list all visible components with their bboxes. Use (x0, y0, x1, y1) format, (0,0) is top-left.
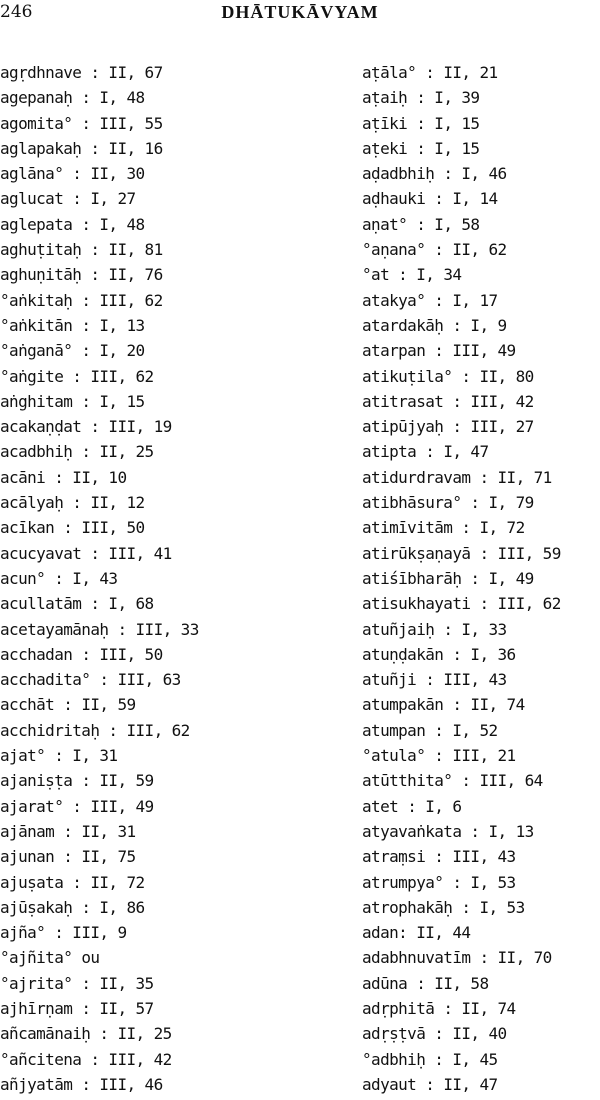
headword: adabhnuvatīm (362, 948, 471, 968)
headword: agepanaḥ (0, 88, 73, 108)
headword: adṛṣṭvā (362, 1024, 426, 1044)
headword: ajuṣata (0, 872, 64, 892)
index-entry (0, 541, 300, 566)
verse-reference: : III, 21 (434, 746, 516, 766)
headword: aṭaiḥ (362, 88, 408, 108)
verse-reference: : II, 40 (434, 1024, 507, 1044)
index-entry (0, 136, 300, 161)
headword: °aṅkitaḥ (0, 290, 73, 310)
headword: atitrasat (362, 391, 444, 411)
right-column (362, 60, 600, 1097)
page-header (0, 2, 600, 28)
headword: agomita° (0, 113, 73, 133)
headword: añcamānaiḥ (0, 1024, 91, 1044)
verse-reference: : III, 50 (63, 518, 145, 538)
headword: atimīvitām (362, 518, 453, 538)
index-entry (0, 237, 300, 262)
index-entry (0, 465, 300, 490)
index-entry (0, 996, 300, 1021)
index-entry (0, 1072, 300, 1097)
headword: acālyaḥ (0, 493, 64, 513)
verse-reference: : I, 43 (54, 568, 118, 588)
verse-reference: : I, 39 (416, 88, 480, 108)
index-entry (0, 718, 300, 743)
headword: ajña° (0, 923, 46, 943)
verse-reference: : III, 62 (81, 290, 163, 310)
index-entry (0, 490, 300, 515)
index-entry (362, 439, 600, 464)
index-entry (0, 212, 300, 237)
index-entry (0, 642, 300, 667)
index-entry (362, 870, 600, 895)
verse-reference: : III, 59 (479, 543, 561, 563)
headword: atumpakān (362, 695, 444, 715)
headword: acchadan (0, 644, 73, 664)
verse-reference: : III, 62 (108, 720, 190, 740)
verse-reference: : I, 15 (81, 391, 145, 411)
headword: acchidritaḥ (0, 720, 100, 740)
index-entry (362, 212, 600, 237)
index-entry (362, 338, 600, 363)
verse-reference: : II, 71 (479, 467, 552, 487)
verse-reference: : II, 59 (81, 771, 154, 791)
headword: atuṇḍakān (362, 644, 444, 664)
verse-reference: : II, 72 (72, 872, 145, 892)
verse-reference: : II, 12 (72, 493, 145, 513)
headword: acucyavat (0, 543, 82, 563)
verse-reference: : II, 57 (81, 998, 154, 1018)
headword: °ajñita° (0, 948, 73, 968)
index-entry (0, 819, 300, 844)
index-entry (362, 743, 600, 768)
index-entry (0, 743, 300, 768)
headword: atisukhayati (362, 594, 471, 614)
index-entry (362, 288, 600, 313)
index-entry (0, 617, 300, 642)
headword: acetayamānaḥ (0, 619, 109, 639)
headword: ajānam (0, 821, 55, 841)
headword: atirūkṣaṇayā (362, 543, 471, 563)
headword: aṭāla° (362, 63, 417, 82)
headword: °aṅkitān (0, 315, 73, 335)
verse-reference: : II, 67 (90, 63, 163, 82)
headword: aghuṇitāḥ (0, 265, 82, 285)
verse-reference: : II, 31 (63, 821, 136, 841)
headword: aṭīki (362, 113, 408, 133)
headword: aṇat° (362, 214, 408, 234)
index-entry (362, 186, 600, 211)
index-entry (0, 1021, 300, 1046)
page-number: 246 (0, 2, 33, 22)
verse-reference: : III, 43 (425, 670, 507, 690)
verse-reference: : II, 21 (425, 63, 498, 82)
index-entry (362, 262, 600, 287)
verse-reference: : I, 36 (452, 644, 516, 664)
verse-reference: : III, 64 (461, 771, 543, 791)
index-entry (0, 288, 300, 313)
index-entry (362, 364, 600, 389)
index-entry (362, 819, 600, 844)
verse-reference: : I, 15 (416, 138, 480, 158)
index-entry (362, 515, 600, 540)
verse-reference: : I, 47 (425, 442, 489, 462)
index-entry (362, 895, 600, 920)
index-entry (362, 1021, 600, 1046)
index-entry (362, 768, 600, 793)
verse-reference: : III, 62 (72, 366, 154, 386)
verse-reference: : I, 79 (470, 493, 534, 513)
index-entry (362, 60, 600, 85)
running-title: DHĀTUKĀVYAM (221, 2, 379, 22)
headword: atuñji (362, 670, 417, 690)
verse-reference: : I, 48 (81, 214, 145, 234)
verse-reference: : I, 72 (461, 518, 525, 538)
verse-reference: : I, 31 (54, 746, 118, 766)
headword: acakaṇḍat (0, 417, 82, 437)
headword: atuñjaiḥ (362, 619, 435, 639)
verse-reference: : II, 76 (90, 265, 163, 285)
verse-reference: : III, 46 (81, 1074, 163, 1094)
headword: aḍhauki (362, 189, 426, 209)
verse-reference: : I, 13 (470, 821, 534, 841)
headword: °at (362, 265, 390, 285)
verse-reference: : II, 25 (99, 1024, 172, 1044)
headword: °añcitena (0, 1049, 82, 1069)
verse-reference: : I, 14 (434, 189, 498, 209)
headword: atidurdravam (362, 467, 471, 487)
index-entry (0, 895, 300, 920)
verse-reference: : II, 70 (479, 948, 552, 968)
headword: atyavaṅkata (362, 821, 462, 841)
verse-reference: : II, 16 (90, 138, 163, 158)
index-entry (0, 844, 300, 869)
headword: ajarat° (0, 796, 64, 816)
index-entry (0, 389, 300, 414)
headword: atet (362, 796, 399, 816)
verse-reference: : I, 27 (72, 189, 136, 209)
index-entry (362, 844, 600, 869)
headword: atipta (362, 442, 417, 462)
headword: ajhīrṇam (0, 998, 73, 1018)
verse-reference: : I, 6 (407, 796, 462, 816)
headword: aṅghitam (0, 391, 73, 411)
verse-reference: : II, 47 (425, 1074, 498, 1094)
verse-reference: : I, 58 (416, 214, 480, 234)
index-entry (362, 111, 600, 136)
verse-reference: : III, 63 (99, 670, 181, 690)
index-entry (362, 1072, 600, 1097)
index-entry (362, 617, 600, 642)
index-entry (0, 111, 300, 136)
index-entry (0, 85, 300, 110)
verse-reference: : I, 48 (81, 88, 145, 108)
index-entry (0, 920, 300, 945)
index-entry (362, 465, 600, 490)
verse-reference: : II, 58 (416, 973, 489, 993)
index-entry (362, 667, 600, 692)
headword: aglāna° (0, 164, 64, 184)
verse-reference: : I, 49 (470, 568, 534, 588)
headword: atakya° (362, 290, 426, 310)
headword: atūtthita° (362, 771, 453, 791)
headword: añjyatām (0, 1074, 73, 1094)
verse-reference: : I, 15 (416, 113, 480, 133)
headword: atrophakāḥ (362, 897, 453, 917)
headword: atrumpya° (362, 872, 444, 892)
headword: ajaniṣṭa (0, 771, 73, 791)
left-column (0, 60, 300, 1097)
headword: adṛphitā (362, 998, 435, 1018)
headword: °aṅganā° (0, 341, 73, 361)
headword: aglepata (0, 214, 73, 234)
index-entry (0, 161, 300, 186)
verse-reference: : II, 35 (81, 973, 154, 993)
verse-reference: : I, 53 (452, 872, 516, 892)
index-entry (0, 60, 300, 85)
index-entry (362, 591, 600, 616)
index-entry (0, 566, 300, 591)
verse-reference: : II, 74 (452, 695, 525, 715)
verse-reference: : II, 10 (54, 467, 127, 487)
verse-reference: ou (81, 948, 100, 968)
index-entry (0, 313, 300, 338)
verse-reference: : III, 27 (452, 417, 534, 437)
verse-reference: : III, 42 (452, 391, 534, 411)
verse-reference: : II, 62 (434, 240, 507, 260)
index-entry (362, 414, 600, 439)
verse-reference: : I, 20 (81, 341, 145, 361)
index-entry (0, 414, 300, 439)
index-entry (362, 794, 600, 819)
headword: aglucat (0, 189, 64, 209)
headword: atipūjyaḥ (362, 417, 444, 437)
index-entry (362, 490, 600, 515)
headword: aglapakaḥ (0, 138, 82, 158)
index-entry (0, 515, 300, 540)
verse-reference: II, 44 (416, 923, 471, 943)
verse-reference: : I, 68 (90, 594, 154, 614)
verse-reference: : III, 41 (90, 543, 172, 563)
index-entry (0, 768, 300, 793)
verse-reference: : III, 9 (54, 923, 127, 943)
headword: °adbhiḥ (362, 1049, 426, 1069)
verse-reference: : I, 33 (443, 619, 507, 639)
headword: aghuṭitaḥ (0, 240, 82, 260)
verse-reference: : III, 62 (479, 594, 561, 614)
headword: acchāt (0, 695, 55, 715)
headword: acchadita° (0, 670, 91, 690)
verse-reference: : II, 25 (81, 442, 154, 462)
index-entry (362, 85, 600, 110)
index-entry (362, 692, 600, 717)
verse-reference: : II, 80 (461, 366, 534, 386)
headword: °aṇana° (362, 240, 426, 260)
headword: °aṅgite (0, 366, 64, 386)
verse-reference: : I, 45 (434, 1049, 498, 1069)
index-entry (362, 920, 600, 945)
index-entry (362, 136, 600, 161)
index-entry (362, 996, 600, 1021)
index-entry (0, 794, 300, 819)
index-entry (0, 439, 300, 464)
headword: atraṃsi (362, 847, 426, 867)
headword: °ajrita° (0, 973, 73, 993)
verse-reference: : I, 34 (398, 265, 462, 285)
index-entry (0, 971, 300, 996)
verse-reference: : I, 9 (452, 315, 507, 335)
headword: atibhāsura° (362, 493, 462, 513)
verse-reference: : II, 30 (72, 164, 145, 184)
headword: aḍadbhiḥ (362, 164, 435, 184)
index-entry (0, 364, 300, 389)
verse-reference: : III, 49 (434, 341, 516, 361)
verse-reference: : I, 46 (443, 164, 507, 184)
index-entry (362, 389, 600, 414)
verse-reference: : III, 43 (434, 847, 516, 867)
headword: aṭeki (362, 138, 408, 158)
verse-reference: : II, 74 (443, 998, 516, 1018)
headword: atumpan (362, 720, 426, 740)
headword: atiśībharāḥ (362, 568, 462, 588)
index-entry (0, 870, 300, 895)
index-entry (0, 945, 300, 970)
index-entry (362, 237, 600, 262)
headword: acadbhiḥ (0, 442, 73, 462)
headword: acīkan (0, 518, 55, 538)
verse-reference: : I, 53 (461, 897, 525, 917)
headword: adan: (362, 923, 408, 943)
verse-reference: : I, 13 (81, 315, 145, 335)
index-entry (362, 313, 600, 338)
verse-reference: : II, 75 (63, 847, 136, 867)
verse-reference: : I, 52 (434, 720, 498, 740)
verse-reference: : III, 55 (81, 113, 163, 133)
verse-reference: : I, 17 (434, 290, 498, 310)
index-entry (0, 591, 300, 616)
headword: adyaut (362, 1074, 417, 1094)
headword: acun° (0, 568, 46, 588)
verse-reference: : II, 59 (63, 695, 136, 715)
headword: ajat° (0, 746, 46, 766)
index-entry (0, 186, 300, 211)
headword: ajunan (0, 847, 55, 867)
headword: acullatām (0, 594, 82, 614)
index-entry (0, 338, 300, 363)
verse-reference: : III, 19 (90, 417, 172, 437)
verse-reference: : III, 42 (90, 1049, 172, 1069)
headword: atardakāḥ (362, 315, 444, 335)
index-entry (0, 1047, 300, 1072)
headword: °atula° (362, 746, 426, 766)
index-entry (0, 692, 300, 717)
headword: acāni (0, 467, 46, 487)
index-entry (362, 971, 600, 996)
index-entry (362, 566, 600, 591)
verse-reference: : II, 81 (90, 240, 163, 260)
index-entry (362, 718, 600, 743)
index-entry (362, 642, 600, 667)
verse-reference: : III, 50 (81, 644, 163, 664)
headword: adūna (362, 973, 408, 993)
headword: ajūṣakaḥ (0, 897, 73, 917)
headword: atikuṭila° (362, 366, 453, 386)
headword: agṛdhnave (0, 63, 82, 82)
index-entry (362, 1047, 600, 1072)
verse-reference: : III, 49 (72, 796, 154, 816)
verse-reference: : III, 33 (117, 619, 199, 639)
verse-reference: : I, 86 (81, 897, 145, 917)
index-entry (362, 541, 600, 566)
index-entry (0, 262, 300, 287)
index-entry (362, 161, 600, 186)
index-entry (362, 945, 600, 970)
index-entry (0, 667, 300, 692)
headword: atarpan (362, 341, 426, 361)
